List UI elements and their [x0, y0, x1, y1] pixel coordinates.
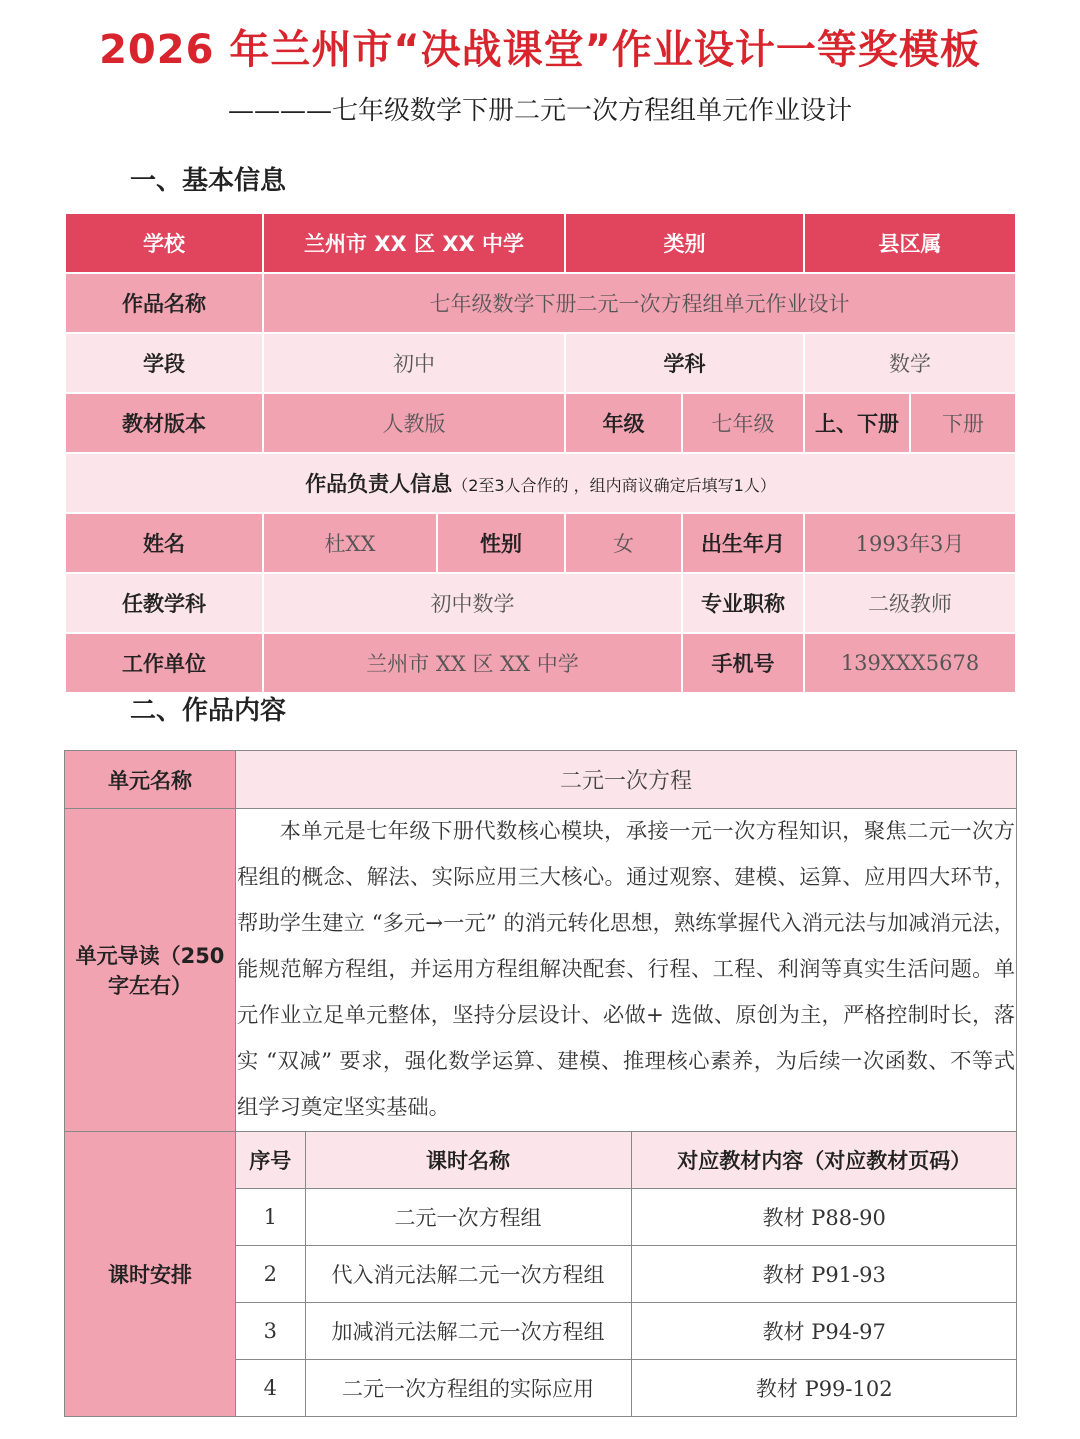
schedule-table — [236, 1132, 1017, 1416]
lesson-no: 2 — [236, 1246, 305, 1303]
subject-label: 学科 — [565, 333, 804, 393]
table-row — [236, 1360, 1017, 1417]
page-title: 2026 年兰州市“决战课堂”作业设计一等奖模板 — [99, 27, 981, 73]
lesson-no: 3 — [236, 1303, 305, 1360]
workplace-value: 兰州市 XX 区 XX 中学 — [263, 633, 682, 693]
lesson-page: 教材 P99-102 — [631, 1360, 1017, 1417]
lesson-name: 二元一次方程组 — [305, 1189, 631, 1246]
volume-label: 上、下册 — [804, 393, 910, 453]
grade-value: 七年级 — [682, 393, 804, 453]
teach-subject-value: 初中数学 — [263, 573, 682, 633]
school-label: 学校 — [65, 213, 263, 273]
table-row — [65, 393, 1016, 453]
lesson-page: 教材 P88-90 — [631, 1189, 1017, 1246]
grade-label: 年级 — [565, 393, 682, 453]
table-row — [65, 751, 1017, 809]
birth-label: 出生年月 — [682, 513, 804, 573]
schedule-header-page: 对应教材内容（对应教材页码） — [631, 1132, 1017, 1189]
stage-label: 学段 — [65, 333, 263, 393]
table-row — [65, 333, 1016, 393]
section-basic-info-heading: 一、基本信息 — [130, 166, 287, 196]
volume-value: 下册 — [910, 393, 1016, 453]
lesson-name: 加减消元法解二元一次方程组 — [305, 1303, 631, 1360]
phone-value: 139XXX5678 — [804, 633, 1016, 693]
table-row — [236, 1132, 1017, 1189]
work-name-value: 七年级数学下册二元一次方程组单元作业设计 — [263, 273, 1016, 333]
basic-info-table — [64, 212, 1017, 694]
lesson-name: 二元一次方程组的实际应用 — [305, 1360, 631, 1417]
table-row — [65, 513, 1016, 573]
textbook-label: 教材版本 — [65, 393, 263, 453]
birth-value: 1993年3月 — [804, 513, 1016, 573]
lesson-no: 4 — [236, 1360, 305, 1417]
table-row — [236, 1303, 1017, 1360]
table-row — [65, 213, 1016, 273]
name-label: 姓名 — [65, 513, 263, 573]
work-name-label: 作品名称 — [65, 273, 263, 333]
owner-info-heading — [65, 453, 1016, 513]
owner-heading-text: 作品负责人信息 — [305, 472, 453, 496]
table-row — [236, 1246, 1017, 1303]
table-row — [65, 1132, 1017, 1417]
teach-subject-label: 任教学科 — [65, 573, 263, 633]
lesson-page: 教材 P94-97 — [631, 1303, 1017, 1360]
school-value: 兰州市 XX 区 XX 中学 — [263, 213, 565, 273]
schedule-label: 课时安排 — [65, 1132, 236, 1417]
table-row — [65, 573, 1016, 633]
category-label: 类别 — [565, 213, 804, 273]
table-row — [65, 809, 1017, 1132]
textbook-value: 人教版 — [263, 393, 565, 453]
gender-value: 女 — [565, 513, 682, 573]
unit-name-label: 单元名称 — [65, 751, 236, 809]
lesson-name: 代入消元法解二元一次方程组 — [305, 1246, 631, 1303]
category-value: 县区属 — [804, 213, 1016, 273]
work-content-table — [64, 750, 1017, 1417]
unit-name-value: 二元一次方程 — [236, 751, 1017, 809]
professional-title-label: 专业职称 — [682, 573, 804, 633]
section-content-heading: 二、作品内容 — [130, 696, 287, 726]
lesson-page: 教材 P91-93 — [631, 1246, 1017, 1303]
schedule-header-no: 序号 — [236, 1132, 305, 1189]
stage-value: 初中 — [263, 333, 565, 393]
phone-label: 手机号 — [682, 633, 804, 693]
table-row — [236, 1189, 1017, 1246]
name-value: 杜XX — [263, 513, 437, 573]
lesson-no: 1 — [236, 1189, 305, 1246]
professional-title-value: 二级教师 — [804, 573, 1016, 633]
workplace-label: 工作单位 — [65, 633, 263, 693]
table-row — [65, 633, 1016, 693]
page-subtitle: ————七年级数学下册二元一次方程组单元作业设计 — [227, 96, 852, 126]
owner-note-text: （2至3人合作的 ，组内商议确定后填写1人） — [452, 476, 776, 495]
schedule-cell — [236, 1132, 1017, 1417]
table-row — [65, 273, 1016, 333]
subject-value: 数学 — [804, 333, 1016, 393]
unit-intro-label: 单元导读（250字左右） — [65, 809, 236, 1132]
table-row — [65, 453, 1016, 513]
unit-intro-text: 本单元是七年级下册代数核心模块，承接一元一次方程知识，聚焦二元一次方程组的概念、解法、实际应用三大核心。通过观察、建模、运算、应用四大环节，帮助学生建立 “多元→一元” 的消元转化思想，熟练掌握代入消元法与加减消元法，能规范解方程组，并运用方程组解决配套、行程、工程、利润等真实生活问题。单元作业立足单元整体，坚持分层设计、必做+ 选做、原创为主，严格控制时长，落实 “双减” 要求，强化数学运算、建模、推理核心素养，为后续一次函数、不等式组学习奠定坚实基础。 — [236, 809, 1017, 1132]
schedule-header-name: 课时名称 — [305, 1132, 631, 1189]
gender-label: 性别 — [437, 513, 565, 573]
